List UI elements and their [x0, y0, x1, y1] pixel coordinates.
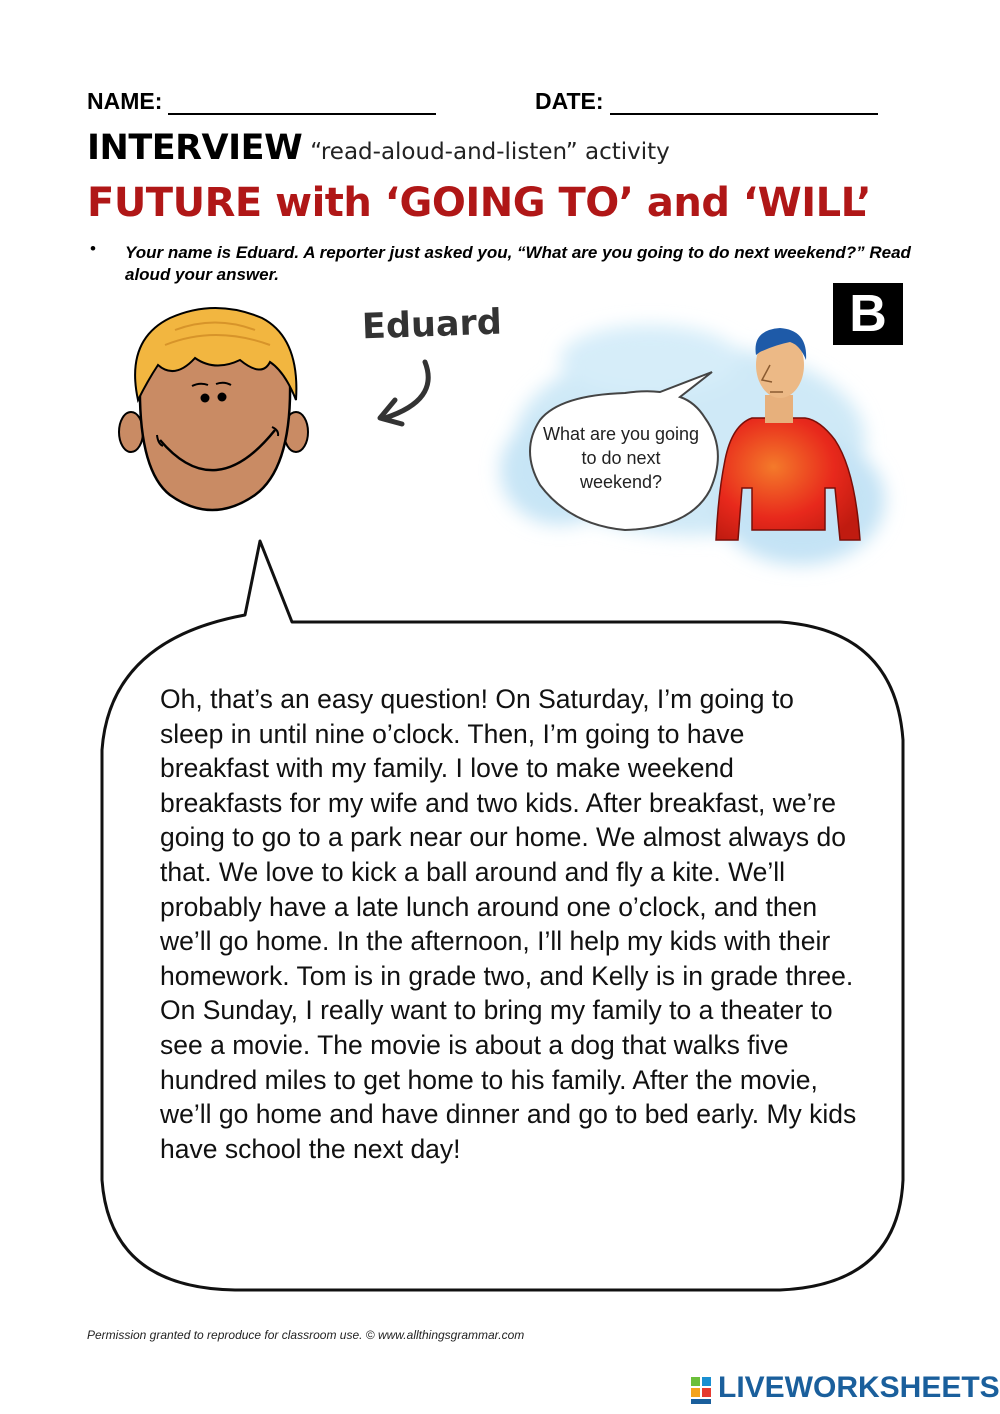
name-label: NAME: [87, 88, 163, 114]
eduard-face-illustration [119, 308, 308, 510]
copyright-footer: Permission granted to reproduce for classroom use. © www.allthingsgrammar.com [87, 1328, 525, 1342]
activity-title: INTERVIEW [87, 128, 303, 168]
date-label: DATE: [535, 88, 604, 114]
question-bubble-text: What are you going to do next weekend? [542, 424, 700, 492]
topic-title: FUTURE with ‘GOING TO’ and ‘WILL’ [87, 180, 872, 226]
character-name-label: Eduard [361, 302, 503, 348]
answer-text: Oh, that’s an easy question! On Saturday, I’m going to sleep in until nine o’clock. Then, I’m going to have breakfast with my family. I love to make weekend breakfasts for my wife and two kids. After breakfast, we’re going to go to a park near our home. We almost always do that. We love to kick a ball around and fly a kite. We’ll probably have a late lunch around one o’clock, and then we’ll go home. In the afternoon, I’ll help my kids with their homework. Tom is in grade two, and Kelly is in grade three. On Sunday, I really want to bring my family to a theater to see a movie. The movie is about a dog that walks five hundred miles to get home to his family. After the movie, we’ll go home and have dinner and go to bed early. My kids have school the next day! [160, 684, 857, 1164]
liveworksheets-logo-icon [691, 1377, 711, 1404]
activity-subtitle: “read-aloud-and-listen” activity [310, 139, 670, 165]
instruction-text: Your name is Eduard. A reporter just asked you, “What are you going to do next weekend?” Read aloud your answer. [125, 243, 911, 284]
version-badge: B [833, 283, 903, 345]
bullet-glyph: • [90, 239, 96, 258]
curved-arrow-icon [385, 362, 428, 418]
liveworksheets-logo-text[interactable]: LIVEWORKSHEETS [718, 1371, 1000, 1404]
